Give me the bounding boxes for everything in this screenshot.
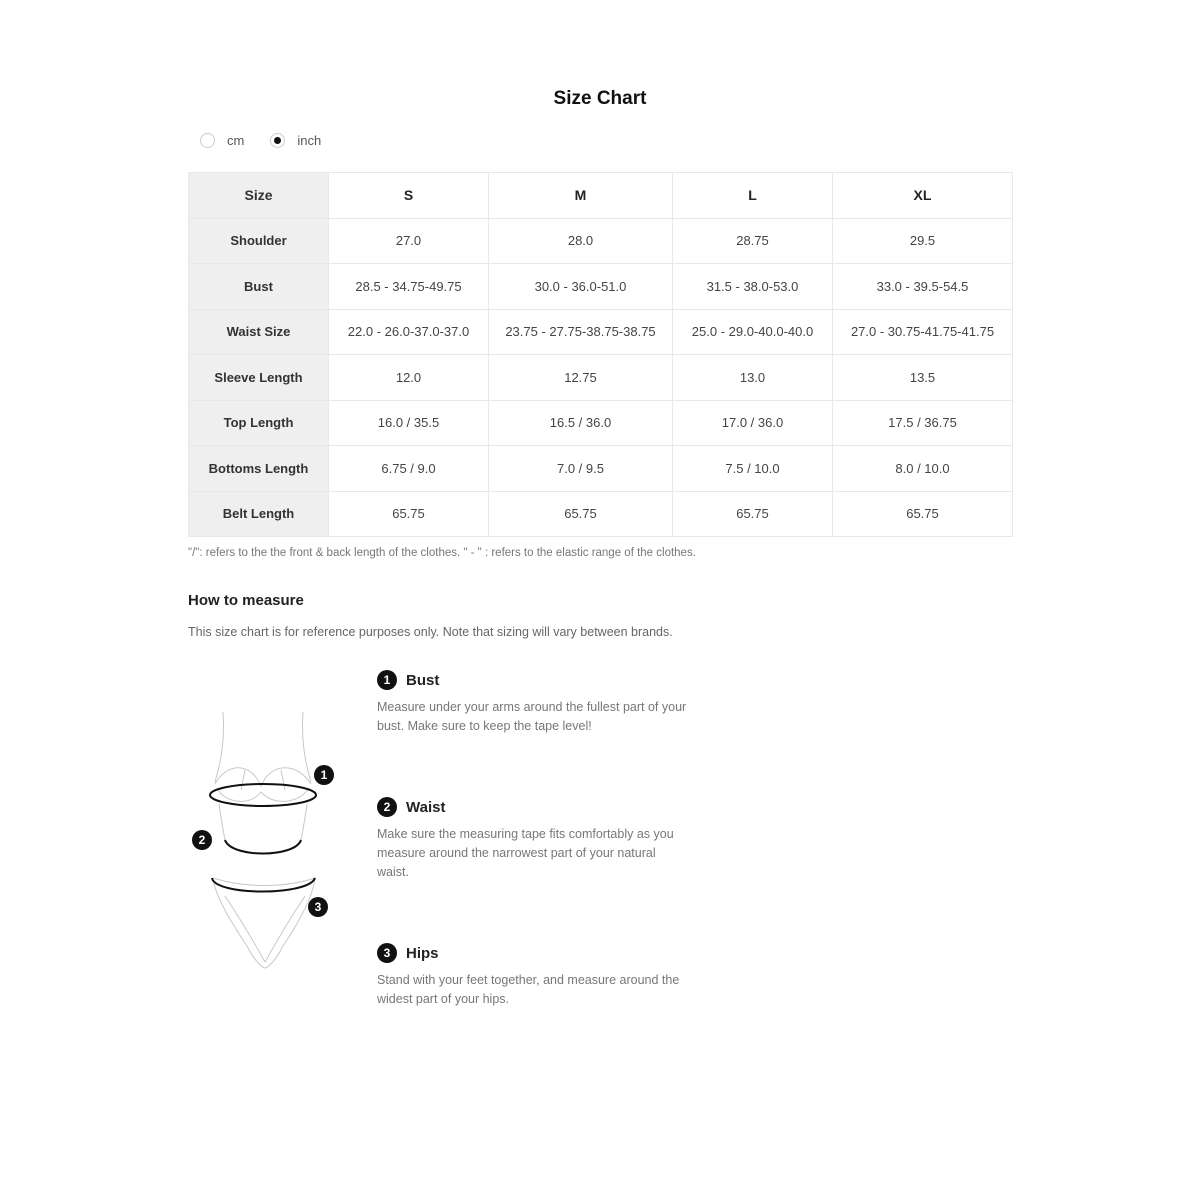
step-description: Make sure the measuring tape fits comfortably as you measure around the narrowest part of your natural waist. [377, 827, 674, 879]
waist-measure-line [225, 840, 301, 854]
table-cell: 65.75 [329, 491, 489, 537]
header-cell: XL [833, 173, 1013, 219]
table-cell: 28.5 - 34.75-49.75 [329, 264, 489, 310]
step-number: 1 [377, 670, 397, 690]
table-cell: 31.5 - 38.0-53.0 [673, 264, 833, 310]
step-description: Stand with your feet together, and measure around the widest part of your hips. [377, 973, 680, 1006]
how-to-measure-title: How to measure [188, 592, 304, 609]
table-cell: 16.0 / 35.5 [329, 400, 489, 446]
table-row [189, 264, 1013, 310]
marker-label: 3 [314, 900, 322, 914]
radio-inch[interactable] [270, 133, 285, 148]
table-cell: 12.0 [329, 355, 489, 401]
row-label: Sleeve Length [189, 355, 329, 401]
body-measurement-figure [185, 700, 345, 980]
header-cell: Size [189, 173, 329, 219]
table-cell: 22.0 - 26.0-37.0-37.0 [329, 309, 489, 355]
unit-option-inch[interactable] [270, 133, 321, 148]
step-waist [377, 797, 687, 882]
table-cell: 6.75 / 9.0 [329, 446, 489, 492]
unit-label-cm: cm [227, 133, 245, 148]
marker-label: 1 [320, 768, 328, 782]
table-cell: 13.5 [833, 355, 1013, 401]
table-row [189, 355, 1013, 401]
table-cell: 13.0 [673, 355, 833, 401]
unit-option-cm[interactable] [200, 133, 244, 148]
unit-toggle [200, 133, 347, 148]
row-label: Bust [189, 264, 329, 310]
measure-marker-2 [192, 830, 212, 850]
table-row [189, 218, 1013, 264]
step-number: 2 [377, 797, 397, 817]
step-hips [377, 943, 687, 1009]
table-cell: 28.0 [489, 218, 673, 264]
table-cell: 25.0 - 29.0-40.0-40.0 [673, 309, 833, 355]
table-row [189, 400, 1013, 446]
row-label: Belt Length [189, 491, 329, 537]
measure-marker-1 [314, 765, 334, 785]
header-cell: L [673, 173, 833, 219]
row-label: Top Length [189, 400, 329, 446]
table-cell: 65.75 [833, 491, 1013, 537]
table-cell: 65.75 [489, 491, 673, 537]
table-cell: 30.0 - 36.0-51.0 [489, 264, 673, 310]
page-title: Size Chart [553, 88, 647, 109]
how-to-measure-subtitle: This size chart is for reference purposes only. Note that sizing will vary between brands. [188, 625, 673, 639]
bust-measure-line [210, 784, 316, 806]
marker-label: 2 [198, 833, 206, 847]
table-cell: 12.75 [489, 355, 673, 401]
table-cell: 7.0 / 9.5 [489, 446, 673, 492]
radio-cm[interactable] [200, 133, 215, 148]
step-description: Measure under your arms around the fullest part of your bust. Make sure to keep the tape level! [377, 700, 687, 733]
hips-measure-line [212, 878, 315, 892]
table-cell: 29.5 [833, 218, 1013, 264]
header-cell: M [489, 173, 673, 219]
table-cell: 27.0 - 30.75-41.75-41.75 [833, 309, 1013, 355]
table-row [189, 446, 1013, 492]
table-cell: 33.0 - 39.5-54.5 [833, 264, 1013, 310]
step-bust [377, 670, 687, 736]
row-label: Bottoms Length [189, 446, 329, 492]
header-cell: S [329, 173, 489, 219]
table-cell: 17.0 / 36.0 [673, 400, 833, 446]
row-label: Waist Size [189, 309, 329, 355]
table-row [189, 491, 1013, 537]
table-row [189, 309, 1013, 355]
unit-label-inch: inch [297, 133, 322, 148]
table-header-row [189, 173, 1013, 219]
table-cell: 7.5 / 10.0 [673, 446, 833, 492]
table-cell: 17.5 / 36.75 [833, 400, 1013, 446]
row-label: Shoulder [189, 218, 329, 264]
measure-marker-3 [308, 897, 328, 917]
step-title: Waist [406, 798, 446, 816]
step-title: Bust [406, 671, 440, 689]
table-cell: 8.0 / 10.0 [833, 446, 1013, 492]
table-cell: 16.5 / 36.0 [489, 400, 673, 446]
table-cell: 27.0 [329, 218, 489, 264]
table-note: "/": refers to the the front & back length of the clothes. " - " : refers to the elastic range of the clothes. [188, 547, 696, 559]
step-number: 3 [377, 943, 397, 963]
table-cell: 23.75 - 27.75-38.75-38.75 [489, 309, 673, 355]
table-cell: 28.75 [673, 218, 833, 264]
size-table [188, 172, 1013, 537]
table-cell: 65.75 [673, 491, 833, 537]
step-title: Hips [406, 944, 439, 962]
